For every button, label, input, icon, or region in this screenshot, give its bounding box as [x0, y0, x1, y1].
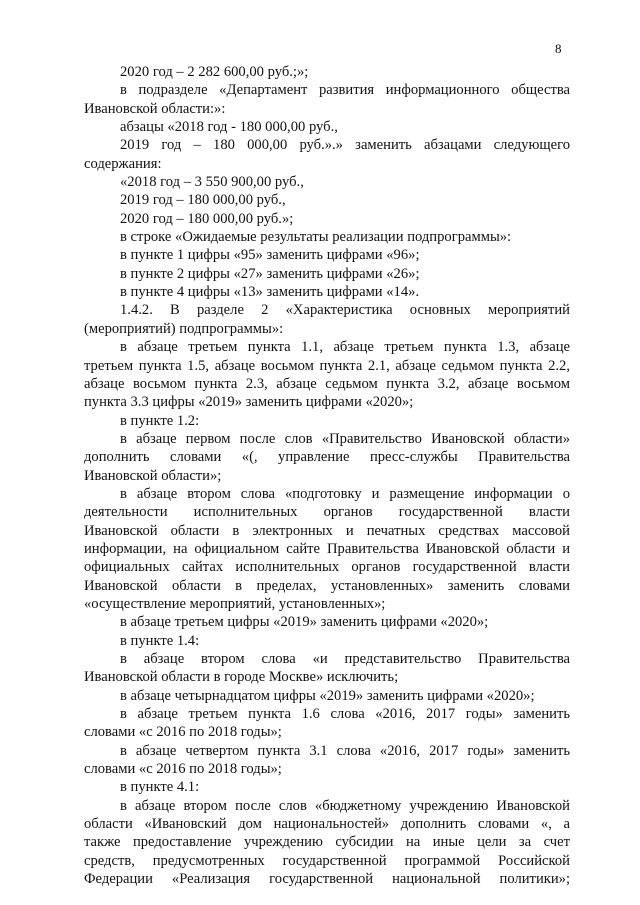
- text-line: 2019 год – 180 000,00 руб.».» заменить абзацами следующего: [120, 137, 570, 154]
- text-line: в абзаце первом после слов «Правительство Ивановской области»: [120, 430, 570, 447]
- text-line: официальных сайтах исполнительных органов государственной власти: [84, 559, 570, 576]
- text-line: в абзаце четвертом пункта 3.1 слова «2016, 2017 годы» заменить: [120, 742, 570, 759]
- text-line: области «Ивановский дом национальностей» дополнить словами «, а: [84, 816, 570, 833]
- text-line: в абзаце втором слова «и представительство Правительства: [120, 651, 570, 667]
- text-line: в пункте 4.1:: [120, 779, 200, 796]
- text-line: Ивановской области в электронных и печатных средствах массовой: [84, 522, 570, 539]
- text-line: (мероприятий) подпрограммы»:: [84, 320, 284, 337]
- page-number: 8: [555, 41, 562, 56]
- text-line: 2020 год – 2 282 600,00 руб.;»;: [120, 64, 309, 80]
- document-body: [84, 63, 570, 888]
- text-line: также предоставление учреждению субсидии на иные цели за счет: [84, 834, 570, 851]
- text-line: в пункте 1 цифры «95» заменить цифрами «96»;: [120, 247, 420, 264]
- text-line: в абзаце четырнадцатом цифры «2019» заменить цифрами «2020»;: [120, 687, 535, 704]
- text-line: в абзаце третьем пункта 1.1, абзаце третьем пункта 1.3, абзаце: [120, 339, 570, 356]
- text-line: Федерации «Реализация государственной национальной политики»;: [84, 871, 570, 888]
- text-line: средств, предусмотренных государственной программой Российской: [84, 852, 570, 869]
- text-line: в абзаце третьем пункта 1.6 слова «2016, 2017 годы» заменить: [120, 706, 570, 723]
- text-line: в строке «Ожидаемые результаты реализации подпрограммы»:: [120, 229, 512, 246]
- text-line: в подразделе «Департамент развития информационного общества: [120, 82, 570, 99]
- text-line: деятельности исполнительных органов государственной власти: [84, 504, 570, 521]
- text-line: 2019 год – 180 000,00 руб.,: [120, 192, 286, 209]
- text-line: в абзаце втором слова «подготовку и размещение информации о: [120, 485, 570, 502]
- text-line: в пункте 2 цифры «27» заменить цифрами «26»;: [120, 265, 420, 282]
- text-line: в пункте 1.4:: [120, 632, 200, 649]
- text-line: словами «с 2016 по 2018 годы»;: [84, 761, 282, 778]
- text-line: в абзаце третьем цифры «2019» заменить цифрами «2020»;: [120, 614, 489, 631]
- text-line: дополнить словами «(, управление пресс-службы Правительства: [84, 449, 570, 466]
- text-line: содержания:: [84, 155, 162, 172]
- text-line: Ивановской области:»:: [84, 100, 226, 117]
- text-line: «2018 год – 3 550 900,00 руб.,: [120, 174, 304, 191]
- text-line: третьем пункта 1.5, абзаце восьмом пункта 2.1, абзаце седьмом пункта 2.2,: [84, 357, 570, 374]
- text-line: абзаце восьмом пункта 2.3, абзаце седьмом пункта 3.2, абзаце восьмом: [84, 375, 570, 392]
- text-line: в пункте 1.2:: [120, 412, 200, 429]
- text-line: пункта 3.3 цифры «2019» заменить цифрами «2020»;: [84, 394, 414, 411]
- text-line: «осуществление мероприятий, установленных»;: [84, 595, 386, 612]
- text-line: словами «с 2016 по 2018 годы»;: [84, 724, 282, 741]
- text-line: Ивановской области»;: [84, 467, 222, 484]
- text-line: Ивановской области в пределах, установленных» заменить словами: [84, 577, 570, 594]
- text-line: информации, на официальном сайте Правительства Ивановской области и: [84, 540, 570, 557]
- text-line: абзацы «2018 год - 180 000,00 руб.,: [120, 119, 338, 136]
- text-line: 2020 год – 180 000,00 руб.»;: [120, 210, 294, 227]
- text-line: в пункте 4 цифры «13» заменить цифрами «14».: [120, 284, 420, 301]
- text-line: в абзаце втором после слов «бюджетному учреждению Ивановской: [120, 797, 570, 814]
- text-line: Ивановской области в городе Москве» исключить;: [84, 669, 399, 686]
- text-line: 1.4.2. В разделе 2 «Характеристика основных мероприятий: [120, 302, 570, 319]
